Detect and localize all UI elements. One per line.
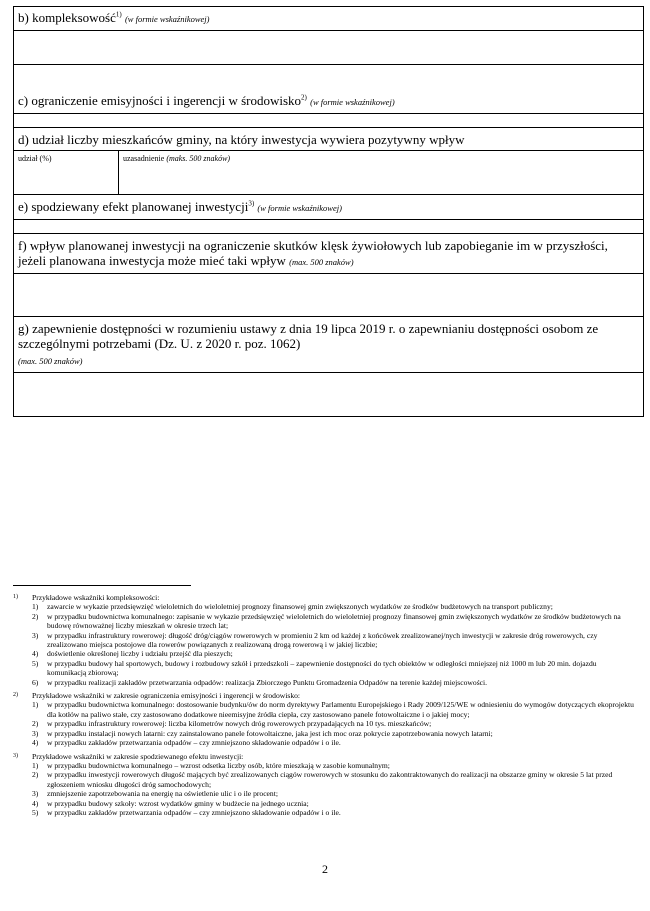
section-f-header bbox=[14, 234, 643, 274]
footnote-item: 3) w przypadku instalacji nowych latarni: czy zainstalowano panele fotowoltaiczne, jaka jest ich moc oraz pokrycie zapotrzebowania nowych latarni; bbox=[32, 728, 493, 738]
footnote-1 bbox=[13, 593, 635, 687]
section-c-note: (w formie wskaźnikowej) bbox=[310, 97, 395, 107]
section-e-footnote-ref: 3) bbox=[248, 199, 255, 208]
section-g-label: g) zapewnienie dostępności w rozumieniu ustawy z dnia 19 lipca 2019 r. o zapewnianiu dostępności osobom ze szczególnymi potrzebami (Dz. U. z 2020 r. poz. 1062) bbox=[18, 321, 599, 351]
footnote-item: 3) w przypadku infrastruktury rowerowej: długość dróg/ciągów rowerowych w promieniu 2 km od każdej z końcówek zrealizowanej/nych inwestycji w zakresie dróg rowerowych, czy zrealizowano miejsca postojowe dla rowerów powiązanych z realizowaną drogą rowerową i w jakiej liczbie; bbox=[32, 630, 598, 650]
footnote-item: 1) w przypadku budownictwa komunalnego: dostosowanie budynku/ów do norm dyrektywy Parlamentu Europejskiego i Rady 2009/125/WE w odniesieniu do wymogów dotyczących ekoprojektu dla kotłów na paliwo stałe, czy zastosowano dodatkowe nieemisyjne źródła ciepła, czy zastosowano panele fotowoltaiczne i o jakiej mocy; bbox=[32, 700, 634, 719]
share-percent-label: udział (%) bbox=[18, 154, 52, 163]
section-f-label: f) wpływ planowanej inwestycji na ograniczenie skutków klęsk żywiołowych lub zapobieganie im w przyszłości, jeżeli planowana inwestycja może mieć taki wpływ bbox=[18, 238, 608, 268]
section-g-input[interactable] bbox=[14, 373, 643, 417]
section-e-header bbox=[14, 195, 643, 220]
justification-label: uzasadnienie bbox=[123, 154, 165, 163]
section-f-input[interactable] bbox=[14, 274, 643, 317]
section-c-input[interactable] bbox=[14, 114, 643, 128]
section-e-input[interactable] bbox=[14, 220, 643, 234]
section-c-footnote-ref: 2) bbox=[301, 93, 307, 102]
footnote-separator bbox=[13, 585, 191, 586]
section-c-header bbox=[14, 65, 643, 114]
justification-note: (maks. 500 znaków) bbox=[166, 154, 231, 163]
section-b-footnote-ref: 1) bbox=[115, 10, 122, 19]
page-number: 2 bbox=[322, 862, 328, 876]
footnote-item: 5) w przypadku zakładów przetwarzania odpadów – czy zmniejszono składowanie odpadów i o ile. bbox=[32, 807, 341, 817]
section-b-note: (w formie wskaźnikowej) bbox=[124, 14, 210, 24]
footnote-number: 2) bbox=[13, 692, 18, 699]
footnote-item: 2) w przypadku infrastruktury rowerowej: liczba kilometrów nowych dróg rowerowych przypadających na 10 tys. mieszkańców; bbox=[32, 719, 432, 729]
footnote-item: 1) zawarcie w wykazie przedsięwzięć wieloletnich do wieloletniej prognozy finansowej gmin zwiększonych wydatków ze środków budżetowych na transport publiczny; bbox=[32, 602, 553, 612]
justification-field[interactable] bbox=[119, 151, 643, 194]
application-form bbox=[13, 6, 644, 417]
footnote-number: 1) bbox=[13, 594, 18, 600]
share-percent-field[interactable] bbox=[14, 151, 119, 194]
section-e-note: (w formie wskaźnikowej) bbox=[257, 203, 342, 213]
section-b-header bbox=[14, 7, 643, 31]
section-d-header bbox=[14, 128, 643, 151]
footnote-item: 2) w przypadku inwestycji rowerowych długość mających być zrealizowanych ciągów rowerowych w stosunku do zakontraktowanych do realizacji na obszarze gminy w okresie 5 lat przed zgłoszeniem wniosku długości dróg samochodowych; bbox=[32, 770, 613, 789]
footnote-item: 2) w przypadku budownictwa komunalnego: zapisanie w wykazie przedsięwzięć wieloletnich do wieloletniej prognozy finansowej gmin zwiększonych wydatków ze środków budżetowych na budowę równoważnej liczby mieszkań w okresie trzech lat; bbox=[32, 611, 621, 631]
section-b-label: b) kompleksowość bbox=[18, 10, 116, 25]
footnote-2 bbox=[13, 691, 635, 747]
section-d-label: d) udział liczby mieszkańców gminy, na który inwestycja wywiera pozytywny wpływ bbox=[18, 132, 465, 147]
section-d-fields bbox=[14, 151, 643, 195]
footnote-item: 1) w przypadku budownictwa komunalnego – wzrost odsetka liczby osób, które mieszkają w zasobie komunalnym; bbox=[32, 760, 390, 770]
section-b-input[interactable] bbox=[14, 31, 643, 65]
footnote-number: 3) bbox=[13, 752, 18, 759]
footnote-title: Przykładowe wskaźniki w zakresie ograniczenia emisyjności i ingerencji w środowisko: bbox=[32, 691, 301, 701]
footnote-item: 5) w przypadku budowy hal sportowych, budowy i rozbudowy szkół i przedszkoli – zapewnienie dostępności do tych obiektów w odległości mniejszej niż 1000 m lub 20 min. dojazdu komunikacją zbiorową; bbox=[32, 658, 597, 678]
footnote-item: 6) w przypadku realizacji zakładów przetwarzania odpadów: realizacja Zbiorczego Punktu Gromadzenia Odpadów na terenie każdej miejscowości. bbox=[32, 677, 488, 687]
footnote-item: 4) w przypadku zakładów przetwarzania odpadów – czy zmniejszono składowanie odpadów i o ile. bbox=[32, 738, 341, 748]
section-g-note: (max. 500 znaków) bbox=[14, 354, 643, 373]
footnote-item: 3) zmniejszenie zapotrzebowania na energię na oświetlenie ulic i o ile procent; bbox=[32, 789, 278, 799]
section-f-note: (max. 500 znaków) bbox=[289, 257, 354, 267]
section-g-header bbox=[14, 317, 643, 354]
section-e-label: e) spodziewany efekt planowanej inwestycji bbox=[18, 199, 249, 214]
footnote-title: Przykładowe wskaźniki w zakresie spodziewanego efektu inwestycji: bbox=[32, 751, 244, 761]
footnote-item: 4) w przypadku budowy szkoły: wzrost wydatków gminy w budżecie na jednego ucznia; bbox=[32, 798, 309, 808]
footnotes bbox=[13, 593, 635, 821]
footnote-title: Przykładowe wskaźniki kompleksowości: bbox=[32, 593, 160, 602]
footnote-3 bbox=[13, 752, 635, 818]
section-c-label: c) ograniczenie emisyjności i ingerencji w środowisko bbox=[18, 93, 302, 108]
footnote-item: 4) doświetlenie określonej liczby i udziału przejść dla pieszych; bbox=[32, 649, 233, 659]
